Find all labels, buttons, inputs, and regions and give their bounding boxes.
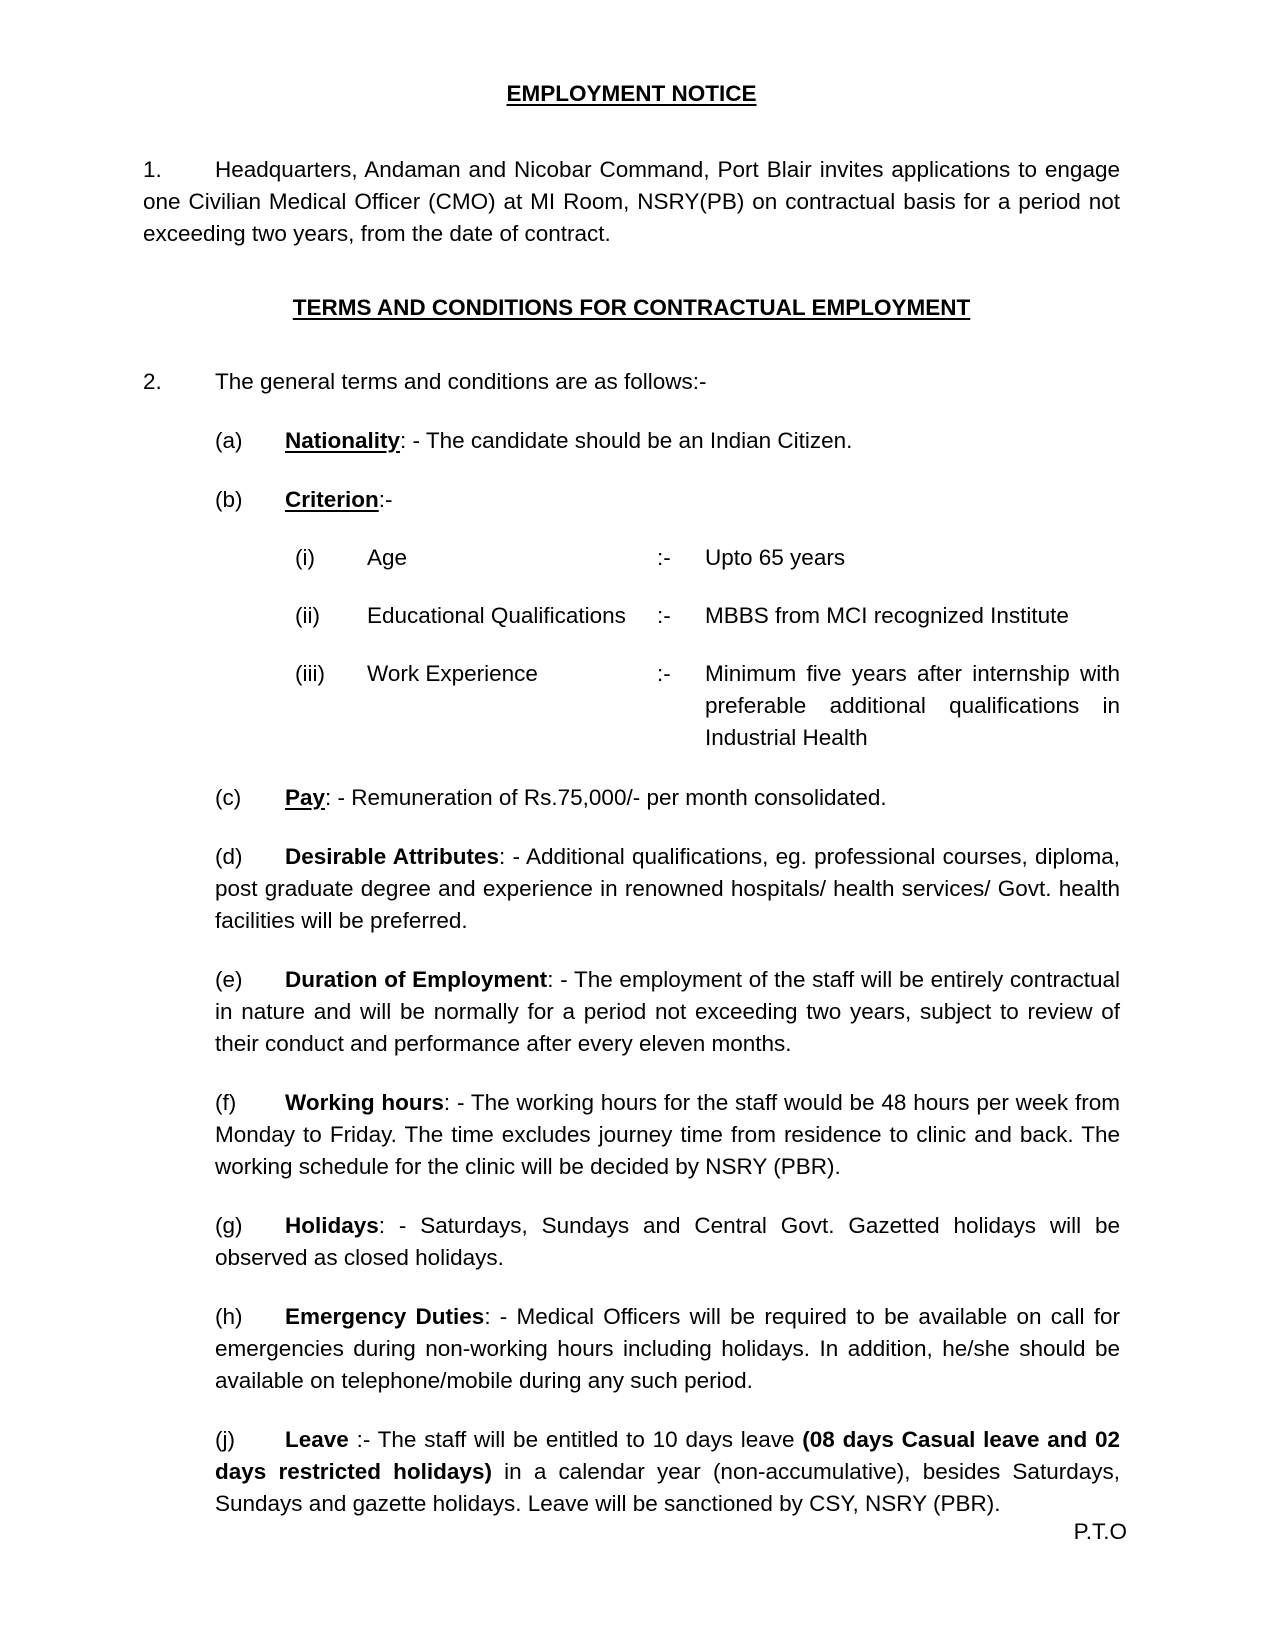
list-item-body: : - The candidate should be an Indian Citizen.: [400, 428, 853, 453]
paragraph-2-number: 2.: [143, 369, 162, 394]
list-item-marker: (e): [215, 967, 243, 992]
list-item-leave: [143, 1424, 1120, 1520]
criterion-row-age: [295, 542, 1120, 574]
list-item-title: Duration of Employment: [285, 967, 548, 992]
paragraph-1: [143, 154, 1120, 250]
criterion-row-label: Educational Qualifications: [367, 603, 626, 628]
document-body: [143, 78, 1120, 1520]
criterion-row-value: Minimum five years after internship with preferable additional qualifications in Industrial Health: [705, 661, 1120, 750]
list-item-title: Emergency Duties: [285, 1304, 485, 1329]
list-item-marker: (b): [215, 487, 243, 512]
list-item-criterion: [143, 484, 1120, 516]
criterion-row-marker: (iii): [295, 661, 325, 686]
list-item-emergency-duties: [143, 1301, 1120, 1397]
criterion-row-experience: [295, 658, 1120, 754]
list-item-desirable-attributes: [143, 841, 1120, 937]
paragraph-2-body: [143, 366, 1120, 398]
list-item-pay: [143, 782, 1120, 814]
criterion-row-marker: (ii): [295, 603, 320, 628]
list-item-title: Pay: [285, 785, 326, 810]
page-title: [143, 78, 1120, 110]
list-item-text: [215, 425, 1120, 457]
list-item-body: : - Saturdays, Sundays and Central Govt. Gazetted holidays will be observed as closed holidays.: [215, 1213, 1120, 1270]
list-item-text: [215, 484, 1120, 516]
list-item-marker: (g): [215, 1213, 243, 1238]
list-item-marker: (f): [215, 1090, 237, 1115]
list-item-marker: (d): [215, 844, 243, 869]
list-item-duration-of-employment: [143, 964, 1120, 1060]
page-turn-note: P.T.O: [1073, 1519, 1127, 1544]
list-item-text: [215, 1087, 1120, 1183]
list-item-body: : - Remuneration of Rs.75,000/- per month consolidated.: [325, 785, 887, 810]
list-item-body: : - Additional qualifications, eg. professional courses, diploma, post graduate degree and experience in renowned hospitals/ health services/ Govt. health facilities will be preferred.: [215, 844, 1120, 933]
criterion-row-label: Work Experience: [367, 661, 538, 686]
list-item-title: Holidays: [285, 1213, 379, 1238]
list-item-marker: (h): [215, 1304, 243, 1329]
criterion-row-value: MBBS from MCI recognized Institute: [705, 603, 1069, 628]
section-heading: [143, 292, 1120, 324]
list-item-body-part1: :- The staff will be entitled to 10 days leave: [348, 1427, 803, 1452]
list-item-text: [215, 841, 1120, 937]
list-item-text: [215, 964, 1120, 1060]
list-item-title: Criterion: [285, 487, 379, 512]
list-item-text: [215, 1210, 1120, 1274]
criterion-table: [143, 542, 1120, 754]
list-item-text: [215, 782, 1120, 814]
list-item-text: [215, 1301, 1120, 1397]
list-item-body-part2: in a calendar year (non-accumulative), besides Saturdays, Sundays and gazette holidays. Leave will be sanctioned by CSY, NSRY (PBR).: [215, 1459, 1120, 1516]
criterion-row-value: Upto 65 years: [705, 545, 846, 570]
paragraph-1-body: [143, 154, 1120, 250]
paragraph-1-number: 1.: [143, 157, 162, 182]
criterion-row-label: Age: [367, 545, 408, 570]
criterion-row-separator: :-: [657, 661, 671, 686]
list-item-marker: (j): [215, 1427, 235, 1452]
list-item-body: : - The working hours for the staff would be 48 hours per week from Monday to Friday. The time excludes journey time from residence to clinic and back. The working schedule for the clinic will be decided by NSRY (PBR).: [215, 1090, 1120, 1179]
criterion-row-education: [295, 600, 1120, 632]
list-item-nationality: [143, 425, 1120, 457]
list-item-marker: (a): [215, 428, 243, 453]
list-item-marker: (c): [215, 785, 242, 810]
list-item-title: Leave: [285, 1427, 349, 1452]
list-item-body: : - The employment of the staff will be entirely contractual in nature and will be normally for a period not exceeding two years, subject to review of their conduct and performance after every eleven months.: [215, 967, 1120, 1056]
paragraph-2: [143, 366, 1120, 398]
list-item-body: :-: [378, 487, 393, 512]
list-item-holidays: [143, 1210, 1120, 1274]
paragraph-1-text: Headquarters, Andaman and Nicobar Command, Port Blair invites applications to engage one Civilian Medical Officer (CMO) at MI Room, NSRY(PB) on contractual basis for a period not exceeding two years, from the date of contract.: [143, 157, 1120, 246]
section-heading-text: TERMS AND CONDITIONS FOR CONTRACTUAL EMPLOYMENT: [292, 295, 971, 320]
page-title-text: EMPLOYMENT NOTICE: [506, 81, 757, 106]
list-item-title: Desirable Attributes: [285, 844, 499, 869]
list-item-working-hours: [143, 1087, 1120, 1183]
criterion-row-marker: (i): [295, 545, 315, 570]
list-item-title: Working hours: [285, 1090, 444, 1115]
criterion-row-separator: :-: [657, 603, 671, 628]
list-item-text: [215, 1424, 1120, 1520]
list-item-title: Nationality: [285, 428, 401, 453]
criterion-row-separator: :-: [657, 545, 671, 570]
paragraph-2-text: The general terms and conditions are as follows:-: [215, 369, 707, 394]
list-item-body-emphasis: (08 days Casual leave and 02 days restricted holidays): [215, 1427, 1120, 1484]
list-item-body: : - Medical Officers will be required to be available on call for emergencies during non-working hours including holidays. In addition, he/she should be available on telephone/mobile during any such period.: [215, 1304, 1120, 1393]
